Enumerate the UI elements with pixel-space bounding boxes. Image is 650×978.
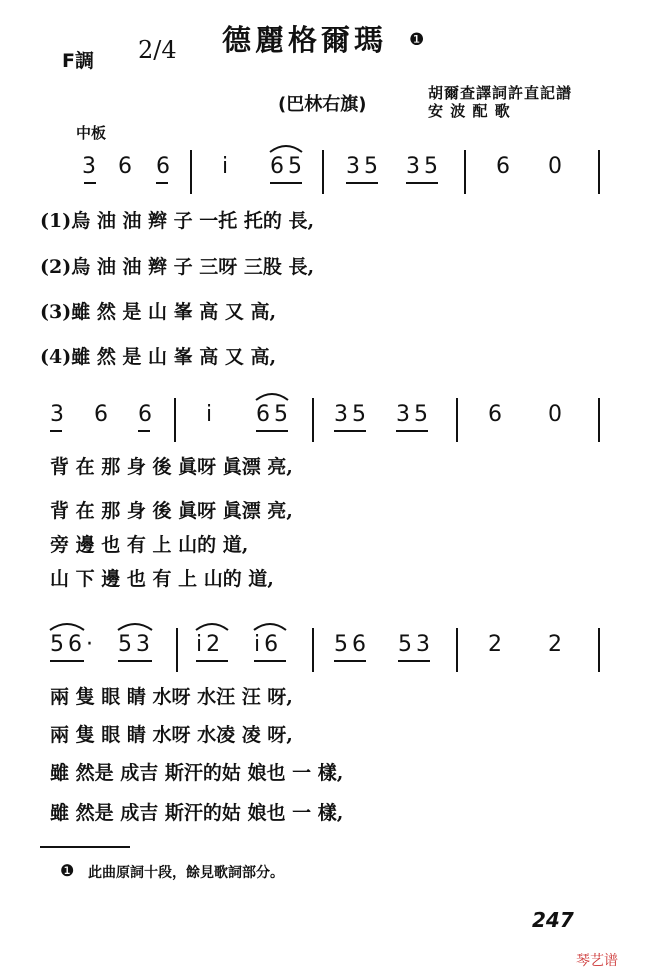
lyric-line: (4)雖 然 是 山 峯 高 又 高, <box>40 346 277 368</box>
underline <box>156 182 168 184</box>
underline <box>50 430 62 432</box>
note: 65 <box>256 402 292 427</box>
barline <box>174 398 176 442</box>
underline <box>50 660 84 662</box>
tie-arc <box>194 618 230 632</box>
underline <box>256 430 288 432</box>
note: 2 <box>488 632 502 657</box>
barline <box>464 150 466 194</box>
barline <box>322 150 324 194</box>
underline <box>398 660 430 662</box>
barline <box>312 398 314 442</box>
note: 6 <box>488 402 502 427</box>
note: 6 <box>138 402 152 427</box>
barline <box>598 628 600 672</box>
tie-arc <box>116 618 154 632</box>
underline <box>334 660 366 662</box>
barline <box>598 398 600 442</box>
lyric-line: 山 下 邊 也 有 上 山的 道, <box>50 568 274 590</box>
barline <box>176 628 178 672</box>
credit-line-1: 胡爾查譯詞許直記譜 <box>428 84 573 102</box>
note: 6 <box>118 154 132 179</box>
lyric-line: (1)烏 油 油 辫 子 一托 托的 長, <box>40 210 315 232</box>
footnote-rule <box>40 846 130 848</box>
underline <box>84 182 96 184</box>
page-number: 247 <box>532 908 574 932</box>
lyric-line: (3)雖 然 是 山 峯 高 又 高, <box>40 301 277 323</box>
tie-arc <box>268 140 304 154</box>
underline <box>196 660 228 662</box>
barline <box>312 628 314 672</box>
lyric-line: 雖 然是 成吉 斯汗的姑 娘也 一 樣, <box>50 762 344 784</box>
lyric-line: (2)烏 油 油 辫 子 三呀 三股 長, <box>40 256 315 278</box>
underline <box>118 660 152 662</box>
tie-arc <box>48 618 86 632</box>
lyric-line: 雖 然是 成吉 斯汗的姑 娘也 一 樣, <box>50 802 344 824</box>
footnote-marker-icon: ❶ <box>60 861 75 880</box>
note: i2 <box>196 632 225 657</box>
tie-arc <box>254 388 290 402</box>
footnote-text: 此曲原詞十段，餘見歌詞部分。 <box>88 865 284 881</box>
lyric-line: 旁 邊 也 有 上 山的 道, <box>50 534 249 556</box>
song-subtitle: (巴林右旗) <box>278 94 367 115</box>
note: 56· <box>50 632 97 657</box>
note: 0 <box>548 402 562 427</box>
barline <box>598 150 600 194</box>
key-signature: F調 <box>62 50 94 72</box>
note: 2 <box>548 632 562 657</box>
note: 65 <box>270 154 306 179</box>
note: 35 <box>406 154 442 179</box>
note: i <box>222 154 229 179</box>
footnote-marker-icon: ❶ <box>409 30 425 50</box>
note: 0 <box>548 154 562 179</box>
credit-line-2: 安 波 配 歌 <box>428 102 511 120</box>
underline <box>254 660 286 662</box>
note: 3 <box>50 402 64 427</box>
underline <box>396 430 428 432</box>
note: i <box>206 402 213 427</box>
tempo-marking: 中板 <box>76 124 107 142</box>
note: 53 <box>118 632 154 657</box>
note: i6 <box>254 632 283 657</box>
note: 3 <box>82 154 96 179</box>
note: 53 <box>398 632 434 657</box>
lyric-line: 背 在 那 身 後 眞呀 眞漂 亮, <box>50 500 293 522</box>
note: 6 <box>496 154 510 179</box>
lyric-line: 兩 隻 眼 睛 水呀 水凌 凌 呀, <box>50 724 293 746</box>
underline <box>346 182 378 184</box>
time-signature: 2/4 <box>138 36 177 64</box>
song-title: 德麗格爾瑪 <box>222 23 388 57</box>
barline <box>456 398 458 442</box>
barline <box>456 628 458 672</box>
underline <box>138 430 150 432</box>
lyric-line: 兩 隻 眼 睛 水呀 水汪 汪 呀, <box>50 686 293 708</box>
tie-arc <box>252 618 288 632</box>
note: 35 <box>346 154 382 179</box>
underline <box>334 430 366 432</box>
underline <box>270 182 302 184</box>
note: 35 <box>396 402 432 427</box>
barline <box>190 150 192 194</box>
note: 6 <box>94 402 108 427</box>
underline <box>406 182 438 184</box>
note: 56 <box>334 632 370 657</box>
note: 35 <box>334 402 370 427</box>
note: 6 <box>156 154 170 179</box>
lyric-line: 背 在 那 身 後 眞呀 眞漂 亮, <box>50 456 293 478</box>
watermark-logo: 琴艺谱 <box>576 953 618 969</box>
